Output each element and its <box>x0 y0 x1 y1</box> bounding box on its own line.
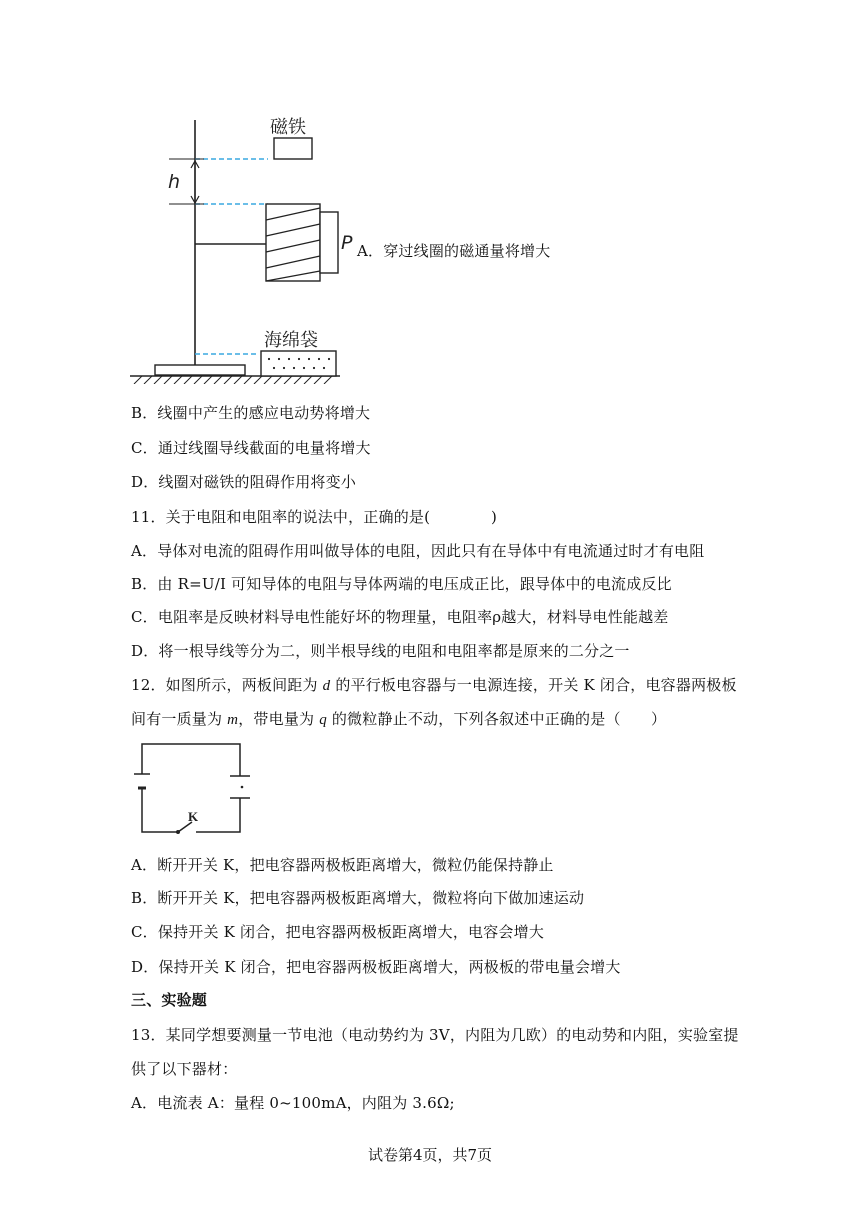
ground-hatch <box>134 376 332 384</box>
var-d: d <box>322 678 331 694</box>
q12-option-d: D．保持开关 K 闭合，把电容器两极板距离增大，两极板的带电量会增大 <box>131 958 621 976</box>
sponge-label: 海绵袋 <box>264 330 318 351</box>
circuit-top-wire <box>142 744 240 776</box>
section-title: 三、实验题 <box>131 991 208 1009</box>
q12-stem-line1 <box>131 675 737 696</box>
q12-stem-text: 的微粒静止不动，下列各叙述中正确的是（ ） <box>326 710 667 728</box>
q12-stem-text: 12．如图所示，两板间距为 <box>131 676 323 694</box>
q11-option-c: C．电阻率是反映材料导电性能好坏的物理量，电阻率ρ越大，材料导电性能越差 <box>131 608 669 626</box>
q10-option-d: D．线圈对磁铁的阻碍作用将变小 <box>131 473 357 491</box>
q12-stem-text: 的平行板电容器与一电源连接，开关 K 闭合，电容器两极板 <box>330 676 737 694</box>
q11-stem: 11．关于电阻和电阻率的说法中，正确的是( ) <box>131 508 497 526</box>
q12-option-c: C．保持开关 K 闭合，把电容器两极板距离增大，电容会增大 <box>131 923 545 941</box>
var-q: q <box>319 712 327 728</box>
q13-stem-line2: 供了以下器材： <box>131 1060 238 1078</box>
q11-option-d: D．将一根导线等分为二，则半根导线的电阻和电阻率都是原来的二分之一 <box>131 642 630 660</box>
magnet <box>274 138 312 159</box>
sponge-bag <box>261 351 336 376</box>
q11-option-b: B．由 R=U/I 可知导体的电阻与导体两端的电压成正比，跟导体中的电流成反比 <box>131 575 672 593</box>
coil <box>266 204 320 281</box>
p-label: P <box>341 232 353 254</box>
stand-base <box>155 365 245 375</box>
switch-label: K <box>188 809 199 824</box>
q13-option-a: A．电流表 A：量程 0~100mA，内阻为 3.6Ω; <box>131 1094 455 1112</box>
page-footer: 试卷第4页，共7页 <box>367 1146 493 1164</box>
capacitor-circuit-figure <box>132 742 256 838</box>
switch-pivot <box>176 830 180 834</box>
q10-option-b: B．线圈中产生的感应电动势将增大 <box>131 404 371 422</box>
charged-particle <box>241 786 244 789</box>
q12-stem-text: ，带电量为 <box>238 710 320 728</box>
q12-stem-text: 间有一质量为 <box>131 710 228 728</box>
q10-option-a: A．穿过线圈的磁通量将增大 <box>357 242 551 260</box>
coil-terminal-box <box>320 212 338 273</box>
magnet-coil-figure <box>128 108 360 384</box>
circuit-left-bottom-wire <box>142 792 178 832</box>
q12-option-b: B．断开开关 K，把电容器两极板距离增大，微粒将向下做加速运动 <box>131 889 585 907</box>
q12-stem-line2 <box>131 709 666 730</box>
q11-option-a: A．导体对电流的阻碍作用叫做导体的电阻，因此只有在导体中有电流通过时才有电阻 <box>131 542 705 560</box>
q10-option-c: C．通过线圈导线截面的电量将增大 <box>131 439 371 457</box>
q12-option-a: A．断开开关 K，把电容器两极板距离增大，微粒仍能保持静止 <box>131 856 554 874</box>
h-label: h <box>168 171 181 193</box>
var-m: m <box>227 712 239 728</box>
circuit-right-bottom-wire <box>196 798 240 832</box>
magnet-label: 磁铁 <box>270 117 306 138</box>
q13-stem-line1: 13．某同学想要测量一节电池（电动势约为 3V，内阻为几欧）的电动势和内阻，实验室提 <box>131 1026 739 1044</box>
